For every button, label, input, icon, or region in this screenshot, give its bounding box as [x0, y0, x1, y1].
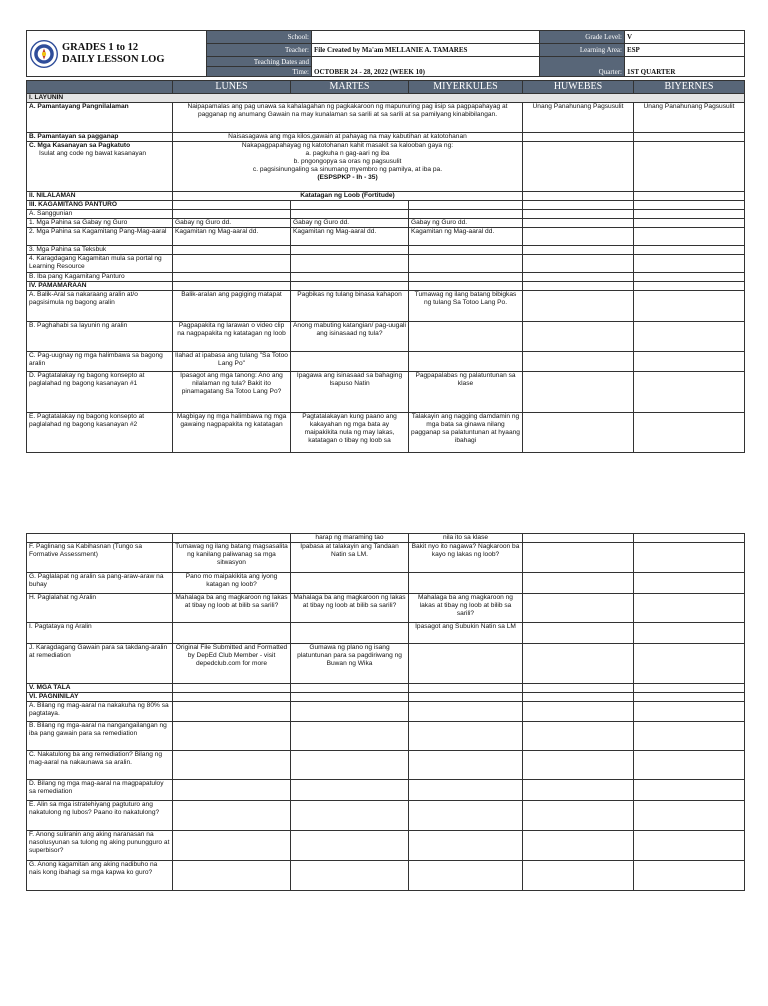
empty-cell	[173, 282, 291, 291]
cell-biyernes-pagsusulit: Unang Panahunang Pagsusulit	[634, 103, 745, 133]
empty-cell	[634, 142, 745, 192]
cell-karagdagang-miyerkules	[409, 644, 523, 684]
empty-cell	[523, 142, 634, 192]
empty-cell	[634, 322, 745, 352]
dates-label-2: Time:	[207, 67, 312, 77]
empty-cell	[523, 594, 634, 623]
empty-cell	[634, 219, 745, 228]
empty-cell	[634, 133, 745, 142]
empty-cell	[634, 246, 745, 255]
empty-cell	[173, 273, 291, 282]
cell-pagtatalakay-2-miyerkules: Talakayin ang nagging damdamin ng mga bata sa ginawa nilang pagganap sa palatuntunan at hyaang ibahagi	[409, 413, 523, 453]
cell-paglinang-miyerkules: Bakit nyo ito nagawa? Nagkaroon ba kayo ng lakas ng loob?	[409, 543, 523, 573]
cell-paglalahat-lunes: Mahalaga ba ang magkaroon ng lakas at tibay ng loob at bilib sa sarili?	[173, 594, 291, 623]
empty-cell	[409, 201, 523, 210]
empty-cell	[523, 219, 634, 228]
empty-cell	[523, 228, 634, 246]
empty-cell	[409, 273, 523, 282]
cell-pagtatalakay-1-miyerkules: Pagpapalabas ng palatuntunan sa klase	[409, 372, 523, 413]
empty-cell	[173, 534, 291, 543]
row-label-pagtatalakay-1: D. Pagtatalakay ng bagong konsepto at paglalahad ng bagong kasanayan #1	[27, 372, 173, 413]
kasanayan-line-2: a. pagkuha n gag-aari ng iba	[305, 150, 390, 157]
empty-cell	[291, 246, 409, 255]
dates-value: OCTOBER 24 - 28, 2022 (WEEK 10)	[312, 57, 540, 77]
cell-pagtatalakay-1-lunes: Ipasagot ang mga tanong: Ano ang nilalaman ng tula? Bakit ito pinamagatang Sa Totoo Lang Po?	[173, 372, 291, 413]
empty-cell	[523, 201, 634, 210]
empty-cell	[634, 543, 745, 573]
empty-cell	[523, 861, 634, 891]
cell-pagtataya-miyerkules: Ipasagot ang Subukin Natin sa LM	[409, 623, 523, 644]
empty-cell	[634, 702, 745, 722]
day-header-huwebes: HUWEBES	[523, 81, 634, 94]
empty-cell	[523, 133, 634, 142]
day-header-martes: MARTES	[291, 81, 409, 94]
day-header-lunes: LUNES	[173, 81, 291, 94]
empty-cell	[523, 322, 634, 352]
teacher-label: Teacher:	[207, 44, 312, 57]
header-title-cell	[27, 31, 207, 77]
cont-miyerkules: nila ito sa klase	[409, 534, 523, 543]
empty-cell	[291, 201, 409, 210]
row-label-paglalapat: G. Paglalapat ng aralin sa pang-araw-araw na buhay	[27, 573, 173, 594]
row-label-reflection-f: F. Anong suliranin ang aking naranasan na nasolusyunan sa tulong ng aking punungguro at superbisor?	[27, 831, 173, 861]
day-header-blank	[27, 81, 173, 94]
empty-cell	[523, 192, 634, 201]
empty-cell	[634, 282, 745, 291]
empty-cell	[634, 594, 745, 623]
empty-cell	[523, 210, 634, 219]
lesson-table-continued	[26, 533, 745, 891]
empty-cell	[634, 372, 745, 413]
cell-karagdagang-martes: Gumawa ng plano ng isang platuntunan para sa pagdiriwang ng Buwan ng Wika	[291, 644, 409, 684]
empty-cell	[409, 751, 523, 780]
empty-cell	[523, 413, 634, 453]
row-label-iba-pang-kagamitan: B. Iba pang Kagamitang Panturo	[27, 273, 173, 282]
empty-cell	[173, 201, 291, 210]
empty-cell	[523, 352, 634, 372]
quarter-value: 1ST QUARTER	[625, 57, 745, 77]
empty-cell	[173, 722, 291, 751]
empty-cell	[634, 192, 745, 201]
empty-cell	[409, 693, 523, 702]
day-header-miyerkules: MIYERKULES	[409, 81, 523, 94]
empty-cell	[634, 623, 745, 644]
cell-pag-uugnay-miyerkules	[409, 352, 523, 372]
empty-cell	[291, 684, 409, 693]
cell-pagtatalakay-2-lunes: Magbigay ng mga halimbawa ng mga gawaing nagpapakita ng katatagan	[173, 413, 291, 453]
cell-paghahabi-miyerkules	[409, 322, 523, 352]
empty-cell	[291, 693, 409, 702]
empty-cell	[634, 861, 745, 891]
empty-cell	[634, 831, 745, 861]
lesson-table	[26, 80, 745, 453]
grade-value: V	[625, 31, 745, 44]
cell-pagtataya-martes	[291, 623, 409, 644]
cell-karagdagang-lunes: Original File Submitted and Formatted by DepEd Club Member - visit depedclub.com for more	[173, 644, 291, 684]
empty-cell	[634, 751, 745, 780]
empty-cell	[409, 255, 523, 273]
section-pamamaraan: IV. PAMAMARAAN	[27, 282, 173, 291]
row-label-paghahabi: B. Paghahabi sa layunin ng aralin	[27, 322, 173, 352]
empty-cell	[173, 693, 291, 702]
empty-cell	[291, 273, 409, 282]
cell-paglalahat-martes: Mahalaga ba ang magkaroon ng lakas at tibay ng loob at bilib sa sarili?	[291, 594, 409, 623]
empty-cell	[634, 684, 745, 693]
empty-cell	[523, 644, 634, 684]
section-nilalaman: II. NILALAMAN	[27, 192, 173, 201]
empty-cell	[634, 273, 745, 282]
row-label-pamantayang-pangnilalaman: A. Pamantayang Pangnilalaman	[27, 103, 173, 133]
school-value	[312, 31, 540, 44]
empty-cell	[523, 573, 634, 594]
grade-label: Grade Level:	[540, 31, 625, 44]
empty-cell	[634, 210, 745, 219]
empty-cell	[409, 722, 523, 751]
cell-pamantayan-pagganap: Naisasagawa ang mga kilos,gawain at pahayag na may kabutihan at katotohanan	[173, 133, 523, 142]
empty-cell	[291, 255, 409, 273]
empty-cell	[523, 282, 634, 291]
empty-cell	[409, 702, 523, 722]
row-label-reflection-e: E. Alin sa mga istratehiyang pagtuturo ang nakatulong ng lubos? Paano ito nakatulong?	[27, 801, 173, 831]
cell-kasanayan	[173, 142, 523, 192]
section-pagninilay: VI. PAGNINILAY	[27, 693, 173, 702]
cell-nilalaman: Katatagan ng Loob (Fortitude)	[173, 192, 523, 201]
cont-martes: harap ng maraming tao	[291, 534, 409, 543]
empty-cell	[523, 291, 634, 322]
deped-seal-icon	[30, 40, 58, 68]
cell-paglalapat-lunes: Pano mo maipakikita ang iyong katagan ng loob?	[173, 573, 291, 594]
cell-paglalahat-miyerkules: Mahalaga ba ang magkaroon ng lakas at tibay ng loob at bilib sa sarili?	[409, 594, 523, 623]
empty-cell	[173, 210, 291, 219]
empty-cell	[173, 255, 291, 273]
cell-gabay-martes: Gabay ng Guro dd.	[291, 219, 409, 228]
empty-cell	[173, 801, 291, 831]
cell-pamantayang-pangnilalaman: Naipapamalas ang pag unawa sa kahalagahan ng pagkakaroon ng mapunuring pag iisip sa pagpapahayag at pagganap ng anumang Gawain na may kunalaman sa sarili at sa sarili at sa pamilyang kinabibilangan.	[173, 103, 523, 133]
row-label-paglinang: F. Paglinang sa Kabihasnan (Tungo sa Formative Assessment)	[27, 543, 173, 573]
row-label-reflection-d: D. Bilang ng mga mag-aaral na magpapatuloy sa remediation	[27, 780, 173, 801]
cell-kagamitan-lunes: Kagamitan ng Mag-aaral dd.	[173, 228, 291, 246]
empty-cell	[634, 291, 745, 322]
empty-cell	[291, 722, 409, 751]
kasanayan-line-1: Nakapagpapahayag ng katotohanan kahit masakit sa kalooban gaya ng:	[241, 142, 454, 149]
empty-cell	[634, 722, 745, 751]
cell-huwebes-pagsusulit: Unang Panahunang Pagsusulit	[523, 103, 634, 133]
empty-cell	[173, 780, 291, 801]
empty-cell	[173, 831, 291, 861]
row-label-pagtataya: I. Pagtataya ng Aralin	[27, 623, 173, 644]
day-header-biyernes: BIYERNES	[634, 81, 745, 94]
cell-pagtatalakay-2-martes: Pagtatalakayan kung paano ang kakayahan ng mga bata ay maipakikita nula ng may lakas, katatagan o tibay ng loob sa	[291, 413, 409, 453]
empty-cell	[634, 693, 745, 702]
empty-cell	[291, 282, 409, 291]
cell-paglinang-martes: Ipabasa at talakayin ang Tandaan Natin sa LM.	[291, 543, 409, 573]
row-label-paglalahat: H. Paglalahat ng Aralin	[27, 594, 173, 623]
row-label-pag-uugnay: C. Pag-uugnay ng mga halimbawa sa bagong aralin	[27, 352, 173, 372]
kasanayan-label: C. Mga Kasanayan sa Pagkatuto	[29, 142, 131, 149]
title-line-2: DAILY LESSON LOG	[62, 53, 165, 65]
row-label-pamantayan-pagganap: B. Pamantayan sa pagganap	[27, 133, 173, 142]
empty-cell	[173, 861, 291, 891]
empty-cell	[409, 210, 523, 219]
row-label-reflection-c: C. Nakatulong ba ang remediation? Bilang ng mag-aaral na nakaunawa sa aralin.	[27, 751, 173, 780]
section-kagamitan: III. KAGAMITANG PANTURO	[27, 201, 173, 210]
empty-cell	[409, 684, 523, 693]
empty-cell	[523, 801, 634, 831]
empty-cell	[173, 751, 291, 780]
kasanayan-sub: Isulat ang code ng bawat kasanayan	[39, 150, 147, 157]
title-line-1: GRADES 1 to 12	[62, 41, 139, 53]
empty-cell	[409, 246, 523, 255]
cont-blank	[27, 534, 173, 543]
empty-cell	[291, 861, 409, 891]
empty-cell	[291, 702, 409, 722]
cell-balik-aral-lunes: Balik-araIan ang pagiging matapat	[173, 291, 291, 322]
row-label-pagtatalakay-2: E. Pagtatalakay ng bagong konsepto at paglalahad ng bagong kasanayan #2	[27, 413, 173, 453]
empty-cell	[634, 201, 745, 210]
row-label-reflection-a: A. Bilang ng mag-aaral na nakakuha ng 80% sa pagtataya.	[27, 702, 173, 722]
cell-gabay-lunes: Gabay ng Guro dd.	[173, 219, 291, 228]
empty-cell	[634, 352, 745, 372]
cell-pagtataya-lunes	[173, 623, 291, 644]
header-table	[26, 30, 745, 77]
empty-cell	[523, 751, 634, 780]
dates-label-1: Teaching Dates and	[207, 57, 312, 67]
cell-paglinang-lunes: Tumawag ng ilang batang magsasalita ng kanilang paliwanag sa mga sitwasyon	[173, 543, 291, 573]
row-label-kasanayan	[27, 142, 173, 192]
row-label-gabay-guro: 1. Mga Pahina sa Gabay ng Guro	[27, 219, 173, 228]
empty-cell	[291, 780, 409, 801]
row-label-balik-aral: A. Balik-Aral sa nakaraang aralin at/o pagsisimula ng bagong aralin	[27, 291, 173, 322]
kasanayan-code: (ESPSPKP - Ih - 35)	[317, 174, 378, 181]
empty-cell	[634, 534, 745, 543]
quarter-label: Quarter:	[540, 57, 625, 77]
cell-paghahabi-martes: Anong mabuting katangian/ pag-uugali ang isinasaad ng tula?	[291, 322, 409, 352]
kasanayan-line-4: c. pagsisinungaling sa sinumang myembro ng pamilya, at iba pa.	[252, 166, 443, 173]
area-label: Learning Area:	[540, 44, 625, 57]
empty-cell	[523, 273, 634, 282]
section-mga-tala: V. MGA TALA	[27, 684, 173, 693]
empty-cell	[523, 693, 634, 702]
empty-cell	[523, 246, 634, 255]
empty-cell	[634, 255, 745, 273]
cell-pag-uugnay-lunes: Ilahad at ipabasa ang tulang "Sa Totoo Lang Po"	[173, 352, 291, 372]
cell-balik-aral-martes: Pagbikas ng tulang binasa kahapon	[291, 291, 409, 322]
empty-cell	[523, 684, 634, 693]
empty-cell	[291, 831, 409, 861]
empty-cell	[523, 623, 634, 644]
empty-cell	[409, 780, 523, 801]
cell-paglalapat-martes	[291, 573, 409, 594]
empty-cell	[634, 228, 745, 246]
cell-gabay-miyerkules: Gabay ng Guro dd.	[409, 219, 523, 228]
row-label-sanggunian: A. Sanggunian	[27, 210, 173, 219]
cell-paglalapat-miyerkules	[409, 573, 523, 594]
section-layunin: I. LAYUNIN	[27, 94, 745, 103]
empty-cell	[409, 801, 523, 831]
empty-cell	[523, 831, 634, 861]
empty-cell	[523, 702, 634, 722]
cell-pagtatalakay-1-martes: Ipagawa ang isinasaad sa bahaging Isapuso Natin	[291, 372, 409, 413]
empty-cell	[634, 780, 745, 801]
empty-cell	[523, 255, 634, 273]
empty-cell	[173, 246, 291, 255]
area-value: ESP	[625, 44, 745, 57]
kasanayan-line-3: b. pngongopya sa oras ng pagsusulit	[293, 158, 402, 165]
empty-cell	[523, 372, 634, 413]
row-label-karagdagang-gawain: J. Karagdagang Gawain para sa takdang-aralin at remediation	[27, 644, 173, 684]
empty-cell	[409, 282, 523, 291]
cell-kagamitan-martes: Kagamitan ng Mag-aaral dd.	[291, 228, 409, 246]
empty-cell	[291, 751, 409, 780]
cell-kagamitan-miyerkules: Kagamitan ng Mag-aaral dd.	[409, 228, 523, 246]
empty-cell	[634, 644, 745, 684]
empty-cell	[409, 831, 523, 861]
empty-cell	[173, 702, 291, 722]
row-label-reflection-b: B. Bilang ng mga-aaral na nangangailangan ng iba pang gawain para sa remediation	[27, 722, 173, 751]
teacher-value: File Created by Ma'am MELLANIE A. TAMARES	[312, 44, 540, 57]
row-label-reflection-g: G. Anong kagamitan ang aking nadibuho na nais kong ibahagi sa mga kapwa ko guro?	[27, 861, 173, 891]
cell-pag-uugnay-martes	[291, 352, 409, 372]
empty-cell	[523, 722, 634, 751]
row-label-kagamitang-mag-aaral: 2. Mga Pahina sa Kagamitang Pang-Mag-aaral	[27, 228, 173, 246]
school-label: School:	[207, 31, 312, 44]
empty-cell	[409, 861, 523, 891]
empty-cell	[523, 543, 634, 573]
cell-paghahabi-lunes: Pagpapakita ng larawan o video clip na nagpapakita ng katatagan ng loob	[173, 322, 291, 352]
empty-cell	[634, 801, 745, 831]
empty-cell	[523, 780, 634, 801]
row-label-teksbuk: 3. Mga Pahina sa Teksbuk	[27, 246, 173, 255]
empty-cell	[634, 573, 745, 594]
row-label-learning-resource: 4. Karagdagang Kagamitan mula sa portal ng Learning Resource	[27, 255, 173, 273]
empty-cell	[523, 534, 634, 543]
empty-cell	[291, 210, 409, 219]
empty-cell	[173, 684, 291, 693]
cell-balik-aral-miyerkules: Tumawag ng ilang batang bibigkas ng tulang Sa Totoo Lang Po.	[409, 291, 523, 322]
empty-cell	[634, 413, 745, 453]
empty-cell	[291, 801, 409, 831]
